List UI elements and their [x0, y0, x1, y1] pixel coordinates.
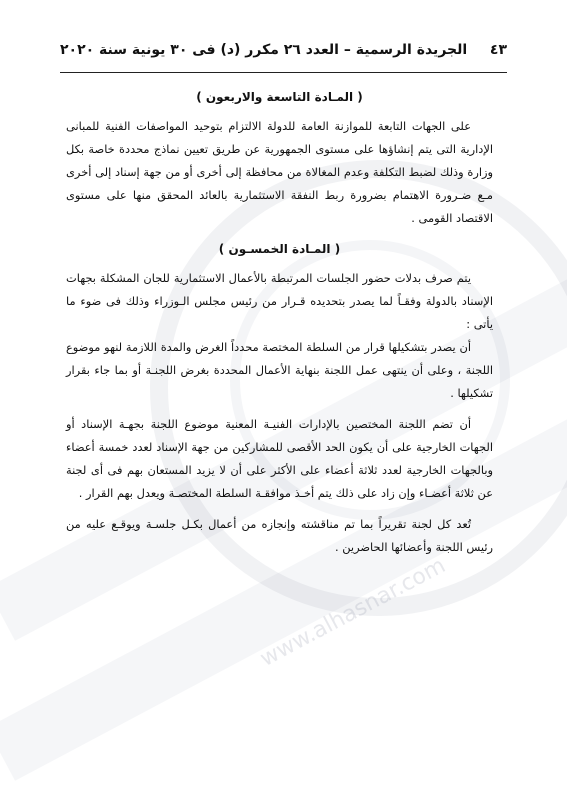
document-body — [66, 86, 493, 559]
article-50 — [66, 238, 493, 559]
article-49 — [66, 86, 493, 230]
article-paragraph: أن تضم اللجنة المختصين بالإدارات الفنيـة المعنية موضوع اللجنة بجهـة الإسناد أو الجهات الخارجية على أن يكون الحد الأقصى للمشاركين من جهة الإسناد لعدد خمسة أعضاء وبالجهات الخارجية لعدد ثلاثة أعضاء على الأكثر على أن لا يزيد المستعان بهم فى أى لجنة عن ثلاثة أعضـاء وإن زاد على ذلك يتم أخـذ موافقـة السلطة المختصـة ويعدل بهم القرار . — [66, 417, 493, 500]
paragraph-gap — [66, 505, 493, 513]
article-paragraph: على الجهات التابعة للموازنة العامة للدولة الالتزام بتوحيد المواصفات الفنية للمبانى الإدارية التى يتم إنشاؤها على مستوى الجمهورية عن طريق تعيين نماذج محددة خاصة بكل وزارة وذلك لضبط التكلفة وعدم المغالاة من محافظة إلى أخرى أو من جهة إسناد إلى أخرى مـع ضـرورة الاهتمام بضرورة ربط النفقة الاستثمارية بالعائد المحقق منها على مستوى الاقتصاد القومى . — [66, 119, 493, 225]
page-number: ٤٣ — [489, 42, 507, 58]
article-title: ( المـادة التاسعة والاربعون ) — [196, 90, 363, 104]
header-divider — [60, 72, 507, 73]
page-header — [60, 38, 507, 62]
section-gap — [66, 230, 493, 238]
paragraph-gap — [66, 405, 493, 413]
article-paragraph: تُعد كل لجنة تقريراً بما تم مناقشته وإنجازه من أعمال بكـل جلسـة ويوقـع عليه من رئيس اللجنة وأعضائها الحاضرين . — [66, 517, 493, 554]
article-paragraph: يتم صرف بدلات حضور الجلسات المرتبطة بالأعمال الاستثمارية للجان المشكلة بجهات الإسناد بالدولة وفقـاً لما يصدر بتحديده قـرار من رئيس مجلس الـوزراء وذلك فى ضوء ما يأتى : — [66, 271, 493, 331]
publication-line: الجريدة الرسمية – العدد ٢٦ مكرر (د) فى ٣٠ يونية سنة ٢٠٢٠ — [60, 42, 468, 58]
article-paragraph: أن يصدر بتشكيلها قرار من السلطة المختصة محدداً الغرض والمدة اللازمة لنهو موضوع اللجنة ، وعلى أن ينتهى عمل اللجنة بنهاية الأعمال المحددة بغرض اللجنـة أو بما جاء بقرار تشكيلها . — [66, 340, 493, 400]
watermark-site-text: www.alhasnar.com — [256, 553, 450, 672]
article-title: ( المـادة الخمسـون ) — [218, 242, 341, 256]
